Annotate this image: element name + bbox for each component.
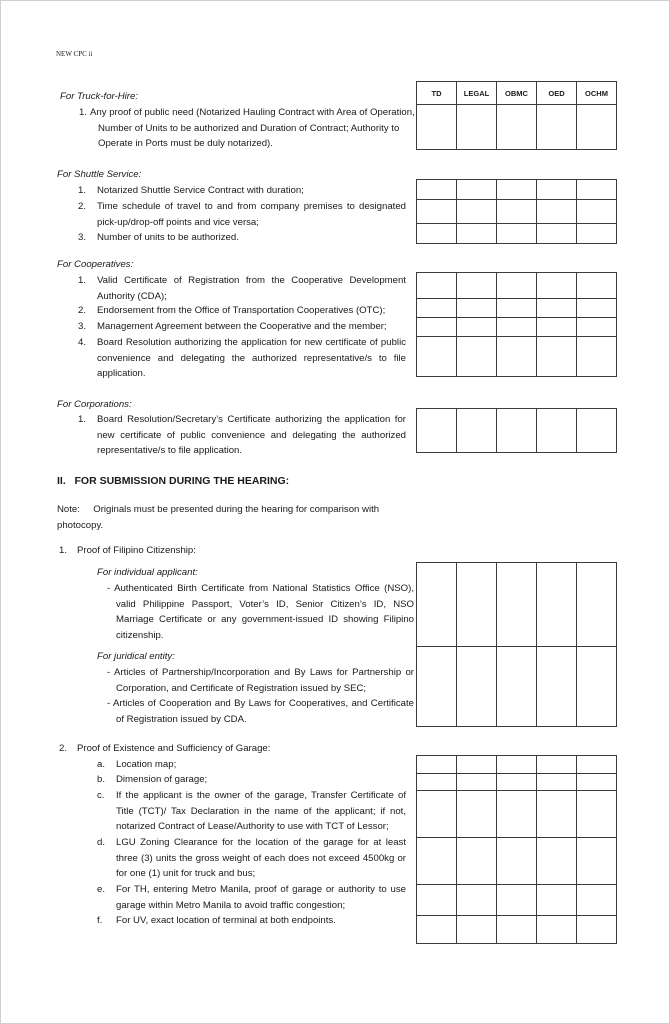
checkbox-cell[interactable] <box>577 838 617 885</box>
cooperatives-heading: For Cooperatives: <box>57 259 134 270</box>
juridical-requirement: - Articles of Cooperation and By Laws for Cooperatives, and Certificate of Registration issued by CDA. <box>107 698 414 725</box>
checkbox-cell[interactable] <box>497 273 537 299</box>
shuttle-service-heading: For Shuttle Service: <box>57 169 142 180</box>
list-number: 2. <box>59 743 68 754</box>
table-row <box>417 409 617 453</box>
list-letter: a. <box>97 759 106 770</box>
individual-requirements: - Authenticated Birth Certificate from National Statistics Office (NSO), valid Philippine Passport, Voter’s ID, Senior Citizen’s ID, NSO Marriage Certificate or any government-issued ID showing Filipino citizenship. <box>107 583 414 641</box>
checkbox-cell[interactable] <box>417 791 457 838</box>
checkbox-cell[interactable] <box>457 791 497 838</box>
checkbox-cell[interactable] <box>457 299 497 318</box>
checkbox-cell[interactable] <box>577 273 617 299</box>
checkbox-cell[interactable] <box>457 318 497 337</box>
list-number: 1. <box>79 107 88 118</box>
table-row <box>417 273 617 299</box>
list-number: 3. <box>78 321 87 332</box>
checkbox-cell[interactable] <box>457 885 497 916</box>
checkbox-cell[interactable] <box>497 885 537 916</box>
checkbox-cell[interactable] <box>457 916 497 944</box>
checkbox-cell[interactable] <box>497 318 537 337</box>
list-number: 1. <box>78 414 87 425</box>
list-item-text: Board Resolution authorizing the application for new certificate of public convenience and delegating the authorized representative/s to file application. <box>97 337 406 379</box>
corporations-heading: For Corporations: <box>57 399 132 410</box>
list-item-text: Any proof of public need (Notarized Hauling Contract with Area of Operation, Number of Units to be authorized and Duration of Contract; Authority to Operate in Ports must be duly notarized). <box>90 107 415 149</box>
checkbox-cell[interactable] <box>577 791 617 838</box>
checkbox-cell[interactable] <box>577 318 617 337</box>
checkbox-cell[interactable] <box>537 180 577 200</box>
checkbox-cell[interactable] <box>537 756 577 774</box>
table-row <box>417 647 617 727</box>
column-header-oed: OED <box>537 82 577 105</box>
checkbox-cell[interactable] <box>577 180 617 200</box>
list-number: 1. <box>78 275 87 286</box>
checkbox-cell[interactable] <box>577 337 617 377</box>
column-header-td: TD <box>417 82 457 105</box>
checkbox-cell[interactable] <box>457 838 497 885</box>
checkbox-cell[interactable] <box>577 885 617 916</box>
checkbox-cell[interactable] <box>457 180 497 200</box>
column-header-obmc: OBMC <box>497 82 537 105</box>
checkbox-cell[interactable] <box>457 409 497 453</box>
checkbox-cell[interactable] <box>497 647 537 727</box>
checkbox-cell[interactable] <box>457 563 497 647</box>
checkbox-cell[interactable] <box>417 916 457 944</box>
checkbox-cell[interactable] <box>537 774 577 791</box>
review-table-citizenship <box>416 562 617 727</box>
checkbox-cell[interactable] <box>457 200 497 224</box>
garage-title: Proof of Existence and Sufficiency of Garage: <box>77 743 271 754</box>
table-row <box>417 563 617 647</box>
checkbox-cell[interactable] <box>537 200 577 224</box>
checkbox-cell[interactable] <box>497 563 537 647</box>
list-item-text: For TH, entering Metro Manila, proof of garage or authority to use garage within Metro Manila to avoid traffic congestion; <box>116 884 406 911</box>
juridical-requirement: - Articles of Partnership/Incorporation and By Laws for Partnership or Corporation, and Certificate of Registration issued by SEC; <box>107 667 414 694</box>
table-row <box>417 200 617 224</box>
table-row <box>417 774 617 791</box>
note-text: Note: Originals must be presented during the hearing for comparison with photocopy. <box>57 504 382 531</box>
checkbox-cell[interactable] <box>537 105 577 150</box>
list-item-text: Location map; <box>116 759 177 770</box>
checkbox-cell[interactable] <box>537 563 577 647</box>
checkbox-cell[interactable] <box>417 774 457 791</box>
checkbox-cell[interactable] <box>457 774 497 791</box>
checkbox-cell[interactable] <box>497 791 537 838</box>
table-row <box>417 105 617 150</box>
checkbox-cell[interactable] <box>417 885 457 916</box>
checkbox-cell[interactable] <box>417 838 457 885</box>
checkbox-cell[interactable] <box>537 318 577 337</box>
checkbox-cell[interactable] <box>577 774 617 791</box>
checkbox-cell[interactable] <box>537 224 577 244</box>
list-item-text: Time schedule of travel to and from company premises to designated pick-up/drop-off points and vice versa; <box>97 201 406 228</box>
section-title: II. FOR SUBMISSION DURING THE HEARING: <box>57 475 290 487</box>
checkbox-cell[interactable] <box>577 224 617 244</box>
list-item-text: Notarized Shuttle Service Contract with duration; <box>97 185 304 196</box>
checkbox-cell[interactable] <box>457 273 497 299</box>
checkbox-cell[interactable] <box>417 756 457 774</box>
table-row <box>417 299 617 318</box>
list-item-text: Board Resolution/Secretary’s Certificate authorizing the application for new certificate of public convenience and delegating the authorized representative/s to file application. <box>97 414 406 456</box>
checkbox-cell[interactable] <box>497 409 537 453</box>
review-table-garage <box>416 755 617 944</box>
table-row <box>417 180 617 200</box>
table-row <box>417 337 617 377</box>
checkbox-cell[interactable] <box>497 916 537 944</box>
table-row <box>417 838 617 885</box>
checkbox-cell[interactable] <box>577 409 617 453</box>
checkbox-cell[interactable] <box>497 299 537 318</box>
checkbox-cell[interactable] <box>457 105 497 150</box>
checkbox-cell[interactable] <box>457 756 497 774</box>
checkbox-cell[interactable] <box>537 299 577 318</box>
checkbox-cell[interactable] <box>537 838 577 885</box>
checkbox-cell[interactable] <box>497 838 537 885</box>
checkbox-cell[interactable] <box>497 200 537 224</box>
checkbox-cell[interactable] <box>417 180 457 200</box>
checkbox-cell[interactable] <box>577 563 617 647</box>
list-item <box>90 105 416 152</box>
juridical-entity-heading: For juridical entity: <box>97 651 175 662</box>
checkbox-cell[interactable] <box>417 224 457 244</box>
checkbox-cell[interactable] <box>537 337 577 377</box>
checkbox-cell[interactable] <box>417 647 457 727</box>
table-row <box>417 885 617 916</box>
checkbox-cell[interactable] <box>417 105 457 150</box>
checkbox-cell[interactable] <box>417 273 457 299</box>
document-code: NEW CPC ii <box>56 50 93 58</box>
list-number: 1. <box>78 185 87 196</box>
list-item-text: LGU Zoning Clearance for the location of the garage for at least three (3) units the gross weight of each does not exceed 4500kg or for one (1) unit for truck and bus; <box>116 837 406 879</box>
checkbox-cell[interactable] <box>457 337 497 377</box>
table-row <box>417 791 617 838</box>
list-item-text: Valid Certificate of Registration from the Cooperative Development Authority (CDA); <box>97 275 406 302</box>
table-row <box>417 224 617 244</box>
checkbox-cell[interactable] <box>577 299 617 318</box>
checkbox-cell[interactable] <box>417 563 457 647</box>
checkbox-cell[interactable] <box>537 409 577 453</box>
checkbox-cell[interactable] <box>577 916 617 944</box>
review-table-shuttle <box>416 179 617 244</box>
checkbox-cell[interactable] <box>497 180 537 200</box>
checkbox-cell[interactable] <box>497 105 537 150</box>
checkbox-cell[interactable] <box>417 409 457 453</box>
review-table-corporations <box>416 408 617 453</box>
column-header-legal: LEGAL <box>457 82 497 105</box>
review-table-cooperatives <box>416 272 617 377</box>
checkbox-cell[interactable] <box>537 885 577 916</box>
list-item-text: For UV, exact location of terminal at both endpoints. <box>116 915 336 926</box>
list-item-text: Endorsement from the Office of Transportation Cooperatives (OTC); <box>97 305 386 316</box>
table-header-row <box>417 82 617 105</box>
checkbox-cell[interactable] <box>417 337 457 377</box>
column-header-ochm: OCHM <box>577 82 617 105</box>
checkbox-cell[interactable] <box>417 299 457 318</box>
checkbox-cell[interactable] <box>537 647 577 727</box>
list-item-text: Management Agreement between the Cooperative and the member; <box>97 321 387 332</box>
checkbox-cell[interactable] <box>537 916 577 944</box>
checkbox-cell[interactable] <box>417 200 457 224</box>
list-item-text: Dimension of garage; <box>116 774 208 785</box>
checkbox-cell[interactable] <box>497 224 537 244</box>
checkbox-cell[interactable] <box>417 318 457 337</box>
list-letter: f. <box>97 915 103 926</box>
table-row <box>417 916 617 944</box>
list-letter: d. <box>97 837 106 848</box>
checkbox-cell[interactable] <box>537 791 577 838</box>
list-number: 2. <box>78 201 87 212</box>
list-letter: c. <box>97 790 105 801</box>
list-number: 1. <box>59 545 68 556</box>
individual-applicant-heading: For individual applicant: <box>97 567 198 578</box>
checkbox-cell[interactable] <box>577 647 617 727</box>
checkbox-cell[interactable] <box>497 756 537 774</box>
list-letter: b. <box>97 774 106 785</box>
truck-for-hire-heading: For Truck-for-Hire: <box>60 91 138 102</box>
table-row <box>417 756 617 774</box>
list-item-text: If the applicant is the owner of the garage, Transfer Certificate of Title (TCT)/ Tax Declaration in the name of the applicant; if not, notarized Contract of Lease/Authority to use with TCT of Lessor; <box>116 790 406 832</box>
checkbox-cell[interactable] <box>577 105 617 150</box>
list-letter: e. <box>97 884 106 895</box>
checkbox-cell[interactable] <box>537 273 577 299</box>
checkbox-cell[interactable] <box>577 200 617 224</box>
checkbox-cell[interactable] <box>497 774 537 791</box>
list-number: 2. <box>78 305 87 316</box>
list-item-text: Number of units to be authorized. <box>97 232 239 243</box>
list-number: 3. <box>78 232 87 243</box>
checkbox-cell[interactable] <box>577 756 617 774</box>
checkbox-cell[interactable] <box>497 337 537 377</box>
citizenship-title: Proof of Filipino Citizenship: <box>77 545 196 556</box>
table-row <box>417 318 617 337</box>
checkbox-cell[interactable] <box>457 224 497 244</box>
checkbox-cell[interactable] <box>457 647 497 727</box>
review-table-truck <box>416 81 617 150</box>
list-number: 4. <box>78 337 87 348</box>
